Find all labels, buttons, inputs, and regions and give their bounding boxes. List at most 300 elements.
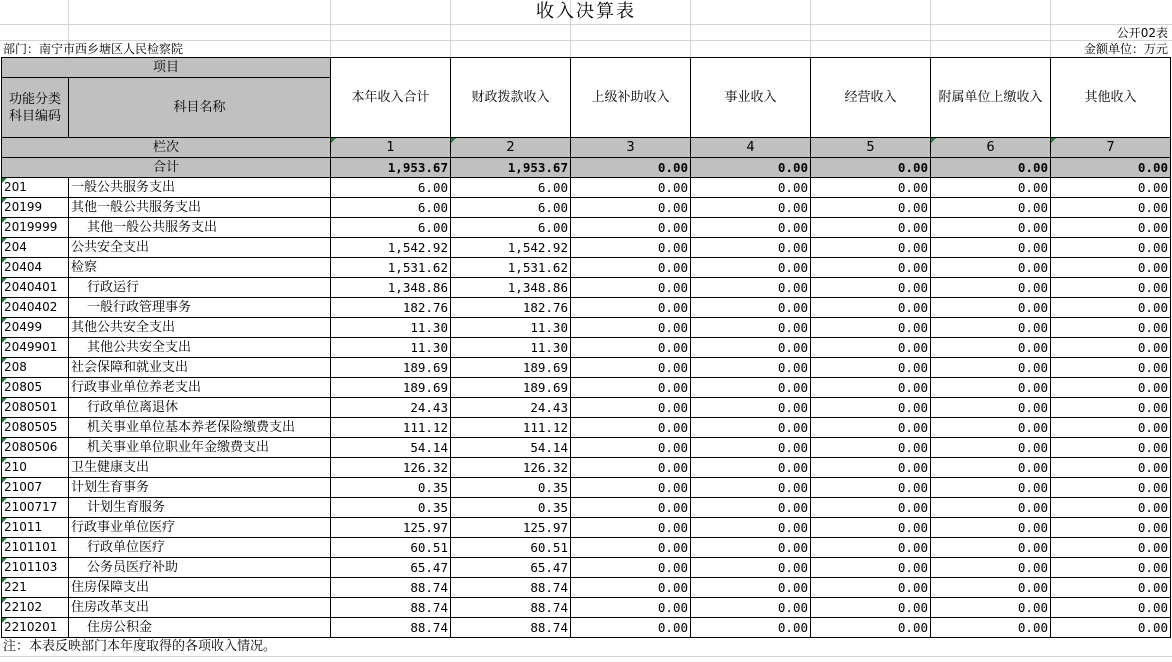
row-value-col7: 0.00 — [1051, 478, 1171, 498]
row-value-col1: 6.00 — [331, 178, 451, 198]
row-code-cell — [2, 258, 69, 278]
row-value-col3: 0.00 — [571, 558, 691, 578]
cell-marker-icon — [2, 378, 7, 383]
row-value-col3: 0.00 — [571, 358, 691, 378]
row-value-col5: 0.00 — [811, 378, 931, 398]
row-value-col7: 0.00 — [1051, 398, 1171, 418]
row-value-col7: 0.00 — [1051, 258, 1171, 278]
table-row — [2, 358, 1171, 378]
row-code-cell — [2, 298, 69, 318]
row-value-col1: 65.47 — [331, 558, 451, 578]
row-value-col2: 126.32 — [451, 458, 571, 478]
income-table — [1, 57, 1171, 638]
row-value-col5: 0.00 — [811, 258, 931, 278]
row-code-cell — [2, 178, 69, 198]
row-value-col1: 88.74 — [331, 618, 451, 638]
row-code-cell — [2, 338, 69, 358]
row-code-cell — [2, 558, 69, 578]
row-value-col2: 6.00 — [451, 178, 571, 198]
cell-marker-icon — [2, 538, 7, 543]
row-code: 2049901 — [4, 340, 58, 354]
row-code-cell — [2, 278, 69, 298]
row-value-col2: 182.76 — [451, 298, 571, 318]
row-value-col4: 0.00 — [691, 358, 811, 378]
row-code: 210 — [4, 460, 27, 474]
table-row — [2, 418, 1171, 438]
row-code-cell — [2, 578, 69, 598]
row-value-col1: 88.74 — [331, 598, 451, 618]
table-row — [2, 578, 1171, 598]
row-value-col6: 0.00 — [931, 598, 1051, 618]
column-index-4: 4 — [691, 138, 811, 158]
row-name: 卫生健康支出 — [69, 458, 331, 478]
table-row — [2, 538, 1171, 558]
row-value-col7: 0.00 — [1051, 598, 1171, 618]
cell-marker-icon — [2, 498, 7, 503]
row-value-col2: 11.30 — [451, 318, 571, 338]
table-row — [2, 238, 1171, 258]
cell-marker-icon — [2, 578, 7, 583]
row-value-col7: 0.00 — [1051, 518, 1171, 538]
row-name: 住房保障支出 — [69, 578, 331, 598]
row-value-col4: 0.00 — [691, 478, 811, 498]
row-name: 其他一般公共服务支出 — [69, 198, 331, 218]
cell-marker-icon — [2, 338, 7, 343]
row-value-col3: 0.00 — [571, 538, 691, 558]
total-value-col1: 1,953.67 — [331, 158, 451, 178]
table-row — [2, 618, 1171, 638]
row-value-col7: 0.00 — [1051, 578, 1171, 598]
row-name: 其他一般公共服务支出 — [69, 218, 331, 238]
table-row — [2, 598, 1171, 618]
row-value-col3: 0.00 — [571, 618, 691, 638]
row-value-col3: 0.00 — [571, 378, 691, 398]
row-value-col6: 0.00 — [931, 318, 1051, 338]
row-value-col4: 0.00 — [691, 598, 811, 618]
cell-marker-icon — [2, 438, 7, 443]
row-value-col3: 0.00 — [571, 278, 691, 298]
table-row — [2, 278, 1171, 298]
row-code: 2101101 — [4, 540, 58, 554]
unit-label: 金额单位：万元 — [1083, 42, 1168, 56]
row-value-col7: 0.00 — [1051, 238, 1171, 258]
row-value-col5: 0.00 — [811, 538, 931, 558]
row-value-col1: 6.00 — [331, 218, 451, 238]
row-value-col4: 0.00 — [691, 398, 811, 418]
row-value-col3: 0.00 — [571, 238, 691, 258]
row-code: 221 — [4, 580, 27, 594]
row-value-col2: 1,531.62 — [451, 258, 571, 278]
cell-marker-icon — [2, 278, 7, 283]
row-value-col5: 0.00 — [811, 478, 931, 498]
row-name: 计划生育事务 — [69, 478, 331, 498]
column-index-5: 5 — [811, 138, 931, 158]
row-value-col1: 1,542.92 — [331, 238, 451, 258]
row-code-cell — [2, 478, 69, 498]
cell-marker-icon — [2, 318, 7, 323]
row-name: 机关事业单位职业年金缴费支出 — [69, 438, 331, 458]
cell-marker-icon — [2, 178, 7, 183]
total-value-col2: 1,953.67 — [451, 158, 571, 178]
row-code-cell — [2, 398, 69, 418]
row-value-col3: 0.00 — [571, 458, 691, 478]
row-value-col4: 0.00 — [691, 558, 811, 578]
row-code-cell — [2, 318, 69, 338]
row-code: 2210201 — [4, 620, 58, 634]
cell-marker-icon — [2, 458, 7, 463]
row-code-cell — [2, 238, 69, 258]
row-value-col2: 88.74 — [451, 618, 571, 638]
row-value-col7: 0.00 — [1051, 178, 1171, 198]
row-value-col6: 0.00 — [931, 578, 1051, 598]
row-value-col3: 0.00 — [571, 298, 691, 318]
row-value-col7: 0.00 — [1051, 198, 1171, 218]
row-value-col5: 0.00 — [811, 178, 931, 198]
row-value-col3: 0.00 — [571, 498, 691, 518]
cell-marker-icon — [2, 418, 7, 423]
total-value-col3: 0.00 — [571, 158, 691, 178]
row-value-col6: 0.00 — [931, 418, 1051, 438]
row-value-col6: 0.00 — [931, 458, 1051, 478]
row-value-col6: 0.00 — [931, 518, 1051, 538]
row-value-col7: 0.00 — [1051, 538, 1171, 558]
row-code: 2040402 — [4, 300, 58, 314]
row-value-col2: 6.00 — [451, 218, 571, 238]
row-value-col7: 0.00 — [1051, 218, 1171, 238]
row-value-col2: 111.12 — [451, 418, 571, 438]
row-value-col5: 0.00 — [811, 518, 931, 538]
row-value-col6: 0.00 — [931, 438, 1051, 458]
row-name: 检察 — [69, 258, 331, 278]
row-name: 住房改革支出 — [69, 598, 331, 618]
row-name: 其他公共安全支出 — [69, 338, 331, 358]
table-row — [2, 378, 1171, 398]
row-code-cell — [2, 618, 69, 638]
row-value-col6: 0.00 — [931, 398, 1051, 418]
row-value-col7: 0.00 — [1051, 278, 1171, 298]
row-value-col1: 1,348.86 — [331, 278, 451, 298]
row-value-col7: 0.00 — [1051, 458, 1171, 478]
cell-marker-icon — [331, 138, 336, 143]
row-value-col5: 0.00 — [811, 418, 931, 438]
cell-marker-icon — [2, 598, 7, 603]
row-value-col1: 1,531.62 — [331, 258, 451, 278]
row-code: 2100717 — [4, 500, 58, 514]
row-value-col4: 0.00 — [691, 498, 811, 518]
row-code: 201 — [4, 180, 27, 194]
row-code: 20199 — [4, 200, 43, 214]
row-value-col4: 0.00 — [691, 338, 811, 358]
cell-marker-icon — [2, 518, 7, 523]
cell-marker-icon — [2, 218, 7, 223]
row-name: 行政事业单位医疗 — [69, 518, 331, 538]
total-value-col7: 0.00 — [1051, 158, 1171, 178]
row-value-col3: 0.00 — [571, 318, 691, 338]
row-value-col2: 54.14 — [451, 438, 571, 458]
cell-marker-icon — [2, 478, 7, 483]
header-col2: 财政拨款收入 — [451, 58, 571, 138]
row-value-col3: 0.00 — [571, 478, 691, 498]
row-name: 机关事业单位基本养老保险缴费支出 — [69, 418, 331, 438]
row-value-col5: 0.00 — [811, 498, 931, 518]
row-value-col4: 0.00 — [691, 258, 811, 278]
row-value-col5: 0.00 — [811, 598, 931, 618]
row-value-col5: 0.00 — [811, 398, 931, 418]
department-label: 部门：南宁市西乡塘区人民检察院 — [3, 42, 184, 56]
row-value-col4: 0.00 — [691, 198, 811, 218]
column-index-6: 6 — [931, 138, 1051, 158]
row-value-col5: 0.00 — [811, 318, 931, 338]
column-index-2: 2 — [451, 138, 571, 158]
row-code-cell — [2, 498, 69, 518]
header-col4: 事业收入 — [691, 58, 811, 138]
row-code: 22102 — [4, 600, 43, 614]
row-value-col1: 111.12 — [331, 418, 451, 438]
cell-marker-icon — [2, 398, 7, 403]
row-name: 行政单位离退休 — [69, 398, 331, 418]
row-value-col1: 0.35 — [331, 498, 451, 518]
row-value-col4: 0.00 — [691, 618, 811, 638]
row-value-col3: 0.00 — [571, 218, 691, 238]
row-code: 21011 — [4, 520, 43, 534]
row-value-col2: 88.74 — [451, 578, 571, 598]
row-code-cell — [2, 418, 69, 438]
table-row — [2, 478, 1171, 498]
header-item: 项目 — [2, 58, 331, 78]
row-value-col3: 0.00 — [571, 578, 691, 598]
row-value-col4: 0.00 — [691, 298, 811, 318]
row-value-col2: 0.35 — [451, 498, 571, 518]
table-row — [2, 218, 1171, 238]
row-value-col1: 125.97 — [331, 518, 451, 538]
row-value-col2: 1,542.92 — [451, 238, 571, 258]
row-value-col5: 0.00 — [811, 578, 931, 598]
row-value-col7: 0.00 — [1051, 378, 1171, 398]
row-value-col4: 0.00 — [691, 458, 811, 478]
row-code-cell — [2, 598, 69, 618]
row-name: 行政单位医疗 — [69, 538, 331, 558]
row-value-col7: 0.00 — [1051, 338, 1171, 358]
cell-marker-icon — [931, 138, 936, 143]
row-value-col6: 0.00 — [931, 238, 1051, 258]
header-name: 科目名称 — [69, 78, 331, 138]
header-col3: 上级补助收入 — [571, 58, 691, 138]
row-value-col5: 0.00 — [811, 358, 931, 378]
row-value-col6: 0.00 — [931, 538, 1051, 558]
row-value-col4: 0.00 — [691, 218, 811, 238]
row-value-col7: 0.00 — [1051, 438, 1171, 458]
row-value-col5: 0.00 — [811, 238, 931, 258]
table-row — [2, 438, 1171, 458]
row-value-col1: 189.69 — [331, 378, 451, 398]
row-value-col7: 0.00 — [1051, 618, 1171, 638]
row-value-col7: 0.00 — [1051, 318, 1171, 338]
total-value-col6: 0.00 — [931, 158, 1051, 178]
row-value-col3: 0.00 — [571, 178, 691, 198]
row-code-cell — [2, 218, 69, 238]
row-code: 20805 — [4, 380, 43, 394]
row-value-col5: 0.00 — [811, 278, 931, 298]
row-value-col4: 0.00 — [691, 518, 811, 538]
row-value-col5: 0.00 — [811, 458, 931, 478]
row-value-col3: 0.00 — [571, 418, 691, 438]
row-code-cell — [2, 198, 69, 218]
row-value-col2: 60.51 — [451, 538, 571, 558]
row-value-col2: 11.30 — [451, 338, 571, 358]
table-row — [2, 178, 1171, 198]
row-value-col1: 24.43 — [331, 398, 451, 418]
cell-marker-icon — [2, 618, 7, 623]
row-code: 2080501 — [4, 400, 58, 414]
column-index-7: 7 — [1051, 138, 1171, 158]
table-row — [2, 498, 1171, 518]
total-label: 合计 — [2, 158, 331, 178]
header-col6: 附属单位上缴收入 — [931, 58, 1051, 138]
table-row — [2, 298, 1171, 318]
row-code: 2080505 — [4, 420, 58, 434]
cell-marker-icon — [2, 258, 7, 263]
total-value-col5: 0.00 — [811, 158, 931, 178]
row-value-col1: 60.51 — [331, 538, 451, 558]
row-name: 社会保障和就业支出 — [69, 358, 331, 378]
row-value-col6: 0.00 — [931, 378, 1051, 398]
row-value-col3: 0.00 — [571, 598, 691, 618]
column-index-label: 栏次 — [2, 138, 331, 158]
table-row — [2, 258, 1171, 278]
table-row — [2, 318, 1171, 338]
cell-marker-icon — [2, 298, 7, 303]
row-value-col1: 126.32 — [331, 458, 451, 478]
row-value-col2: 1,348.86 — [451, 278, 571, 298]
row-value-col4: 0.00 — [691, 318, 811, 338]
cell-marker-icon — [2, 358, 7, 363]
row-code: 20404 — [4, 260, 43, 274]
header-code: 功能分类科目编码 — [2, 78, 69, 138]
row-name: 住房公积金 — [69, 618, 331, 638]
row-value-col2: 88.74 — [451, 598, 571, 618]
row-value-col6: 0.00 — [931, 258, 1051, 278]
column-index-1: 1 — [331, 138, 451, 158]
table-note: 注：本表反映部门本年度取得的各项收入情况。 — [3, 639, 277, 654]
cell-marker-icon — [2, 238, 7, 243]
row-value-col1: 54.14 — [331, 438, 451, 458]
row-code-cell — [2, 518, 69, 538]
table-row — [2, 458, 1171, 478]
row-value-col7: 0.00 — [1051, 358, 1171, 378]
row-value-col2: 125.97 — [451, 518, 571, 538]
row-code: 208 — [4, 360, 27, 374]
row-value-col5: 0.00 — [811, 338, 931, 358]
row-value-col6: 0.00 — [931, 338, 1051, 358]
row-value-col4: 0.00 — [691, 238, 811, 258]
row-code-cell — [2, 458, 69, 478]
row-value-col4: 0.00 — [691, 578, 811, 598]
row-value-col7: 0.00 — [1051, 498, 1171, 518]
row-value-col3: 0.00 — [571, 258, 691, 278]
row-code-cell — [2, 438, 69, 458]
row-value-col3: 0.00 — [571, 518, 691, 538]
row-value-col4: 0.00 — [691, 178, 811, 198]
table-row — [2, 518, 1171, 538]
row-value-col4: 0.00 — [691, 278, 811, 298]
row-code: 204 — [4, 240, 27, 254]
row-value-col1: 6.00 — [331, 198, 451, 218]
row-name: 公务员医疗补助 — [69, 558, 331, 578]
row-value-col6: 0.00 — [931, 478, 1051, 498]
row-value-col3: 0.00 — [571, 338, 691, 358]
row-name: 行政运行 — [69, 278, 331, 298]
row-value-col6: 0.00 — [931, 178, 1051, 198]
row-value-col2: 24.43 — [451, 398, 571, 418]
row-value-col7: 0.00 — [1051, 558, 1171, 578]
row-value-col2: 0.35 — [451, 478, 571, 498]
row-value-col3: 0.00 — [571, 198, 691, 218]
row-value-col4: 0.00 — [691, 418, 811, 438]
row-value-col5: 0.00 — [811, 198, 931, 218]
table-row — [2, 398, 1171, 418]
row-name: 其他公共安全支出 — [69, 318, 331, 338]
row-name: 行政事业单位养老支出 — [69, 378, 331, 398]
row-value-col2: 65.47 — [451, 558, 571, 578]
column-index-3: 3 — [571, 138, 691, 158]
row-name: 一般公共服务支出 — [69, 178, 331, 198]
row-value-col6: 0.00 — [931, 218, 1051, 238]
row-value-col6: 0.00 — [931, 558, 1051, 578]
row-code: 2019999 — [4, 220, 58, 234]
page-title: 收入决算表 — [536, 1, 636, 22]
table-row — [2, 558, 1171, 578]
header-col7: 其他收入 — [1051, 58, 1171, 138]
cell-marker-icon — [451, 138, 456, 143]
row-value-col6: 0.00 — [931, 498, 1051, 518]
row-value-col6: 0.00 — [931, 278, 1051, 298]
row-value-col6: 0.00 — [931, 358, 1051, 378]
row-name: 一般行政管理事务 — [69, 298, 331, 318]
row-value-col5: 0.00 — [811, 558, 931, 578]
row-value-col1: 0.35 — [331, 478, 451, 498]
cell-marker-icon — [1051, 138, 1056, 143]
row-value-col4: 0.00 — [691, 438, 811, 458]
row-code: 2040401 — [4, 280, 58, 294]
row-code-cell — [2, 538, 69, 558]
row-value-col1: 182.76 — [331, 298, 451, 318]
row-code: 2080506 — [4, 440, 58, 454]
row-value-col7: 0.00 — [1051, 298, 1171, 318]
header-col1: 本年收入合计 — [331, 58, 451, 138]
form-number: 公开02表 — [1116, 26, 1168, 40]
row-code-cell — [2, 378, 69, 398]
row-value-col5: 0.00 — [811, 298, 931, 318]
row-name: 计划生育服务 — [69, 498, 331, 518]
row-code: 21007 — [4, 480, 43, 494]
table-row — [2, 198, 1171, 218]
row-value-col6: 0.00 — [931, 298, 1051, 318]
row-value-col1: 189.69 — [331, 358, 451, 378]
row-value-col7: 0.00 — [1051, 418, 1171, 438]
row-value-col6: 0.00 — [931, 618, 1051, 638]
row-name: 公共安全支出 — [69, 238, 331, 258]
row-code: 2101103 — [4, 560, 58, 574]
row-value-col4: 0.00 — [691, 378, 811, 398]
row-code: 20499 — [4, 320, 43, 334]
row-value-col3: 0.00 — [571, 438, 691, 458]
row-value-col3: 0.00 — [571, 398, 691, 418]
row-value-col4: 0.00 — [691, 538, 811, 558]
row-value-col5: 0.00 — [811, 438, 931, 458]
row-value-col2: 6.00 — [451, 198, 571, 218]
row-value-col5: 0.00 — [811, 218, 931, 238]
row-code-cell — [2, 358, 69, 378]
